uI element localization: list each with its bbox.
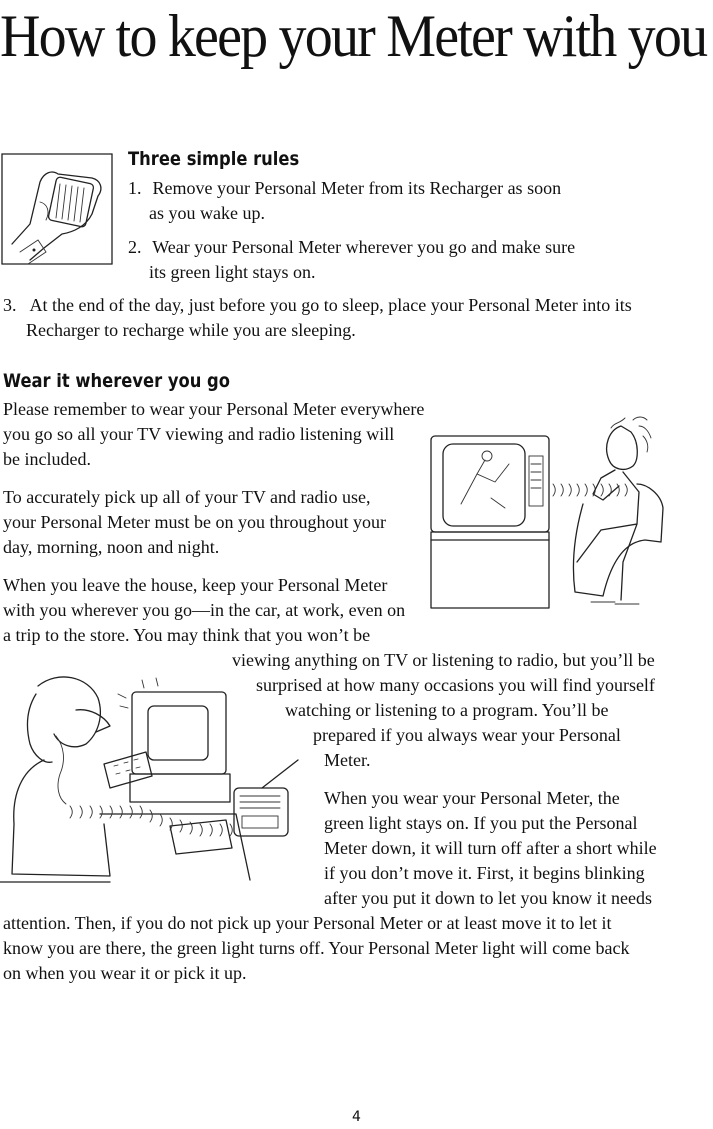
- paragraph-line: To accurately pick up all of your TV and radio use,: [3, 487, 371, 507]
- rules-heading: Three simple rules: [128, 148, 300, 170]
- paragraph-line: Meter down, it will turn off after a short while: [324, 838, 657, 858]
- rule-text: Wear your Personal Meter wherever you go and make sure: [152, 237, 576, 257]
- rule-number: 1.: [128, 178, 142, 198]
- paragraph-line: on when you wear it or pick it up.: [3, 963, 247, 983]
- rule-1: [128, 176, 561, 201]
- rule-number: 2.: [128, 237, 142, 257]
- rule-2: [128, 235, 575, 260]
- hand-holding-meter-illustration: [0, 152, 114, 266]
- wear-heading: Wear it wherever you go: [3, 370, 230, 392]
- paragraph-line: after you put it down to let you know it needs: [324, 888, 652, 908]
- rule-1-cont: as you wake up.: [149, 203, 265, 223]
- paragraph-line: When you leave the house, keep your Personal Meter: [3, 575, 388, 595]
- man-watching-tv-illustration: [425, 412, 677, 620]
- paragraph-line: surprised at how many occasions you will find yourself: [256, 675, 655, 695]
- paragraph-line: watching or listening to a program. You’ll be: [285, 700, 609, 720]
- paragraph-line: Please remember to wear your Personal Meter everywhere: [3, 399, 425, 419]
- page-number: 4: [352, 1109, 361, 1125]
- rule-3-cont: Recharger to recharge while you are sleeping.: [26, 320, 356, 340]
- rule-text: Remove your Personal Meter from its Recharger as soon: [152, 178, 562, 198]
- paragraph-line: with you wherever you go—in the car, at work, even on: [3, 600, 406, 620]
- rule-2-cont: its green light stays on.: [149, 262, 316, 282]
- paragraph-line: your Personal Meter must be on you throughout your: [3, 512, 386, 532]
- paragraph-line: prepared if you always wear your Personal: [313, 725, 621, 745]
- paragraph-line: you go so all your TV viewing and radio listening will: [3, 424, 395, 444]
- paragraph-line: green light stays on. If you put the Personal: [324, 813, 638, 833]
- paragraph-line: know you are there, the green light turns off. Your Personal Meter light will come back: [3, 938, 630, 958]
- rule-3: [3, 293, 632, 318]
- paragraph-line: attention. Then, if you do not pick up your Personal Meter or at least move it to let it: [3, 913, 612, 933]
- paragraph-line: if you don’t move it. First, it begins blinking: [324, 863, 645, 883]
- paragraph-line: be included.: [3, 449, 91, 469]
- paragraph-line: a trip to the store. You may think that you won’t be: [3, 625, 371, 645]
- paragraph-line: Meter.: [324, 750, 371, 770]
- paragraph-line: viewing anything on TV or listening to radio, but you’ll be: [232, 650, 655, 670]
- paragraph-line: day, morning, noon and night.: [3, 537, 220, 557]
- page-title: How to keep your Meter with you: [0, 3, 707, 71]
- rule-text: At the end of the day, just before you go to sleep, place your Personal Meter into its: [29, 295, 632, 315]
- paragraph-line: When you wear your Personal Meter, the: [324, 788, 620, 808]
- rule-number: 3.: [3, 295, 17, 315]
- office-worker-radio-illustration: [0, 664, 300, 884]
